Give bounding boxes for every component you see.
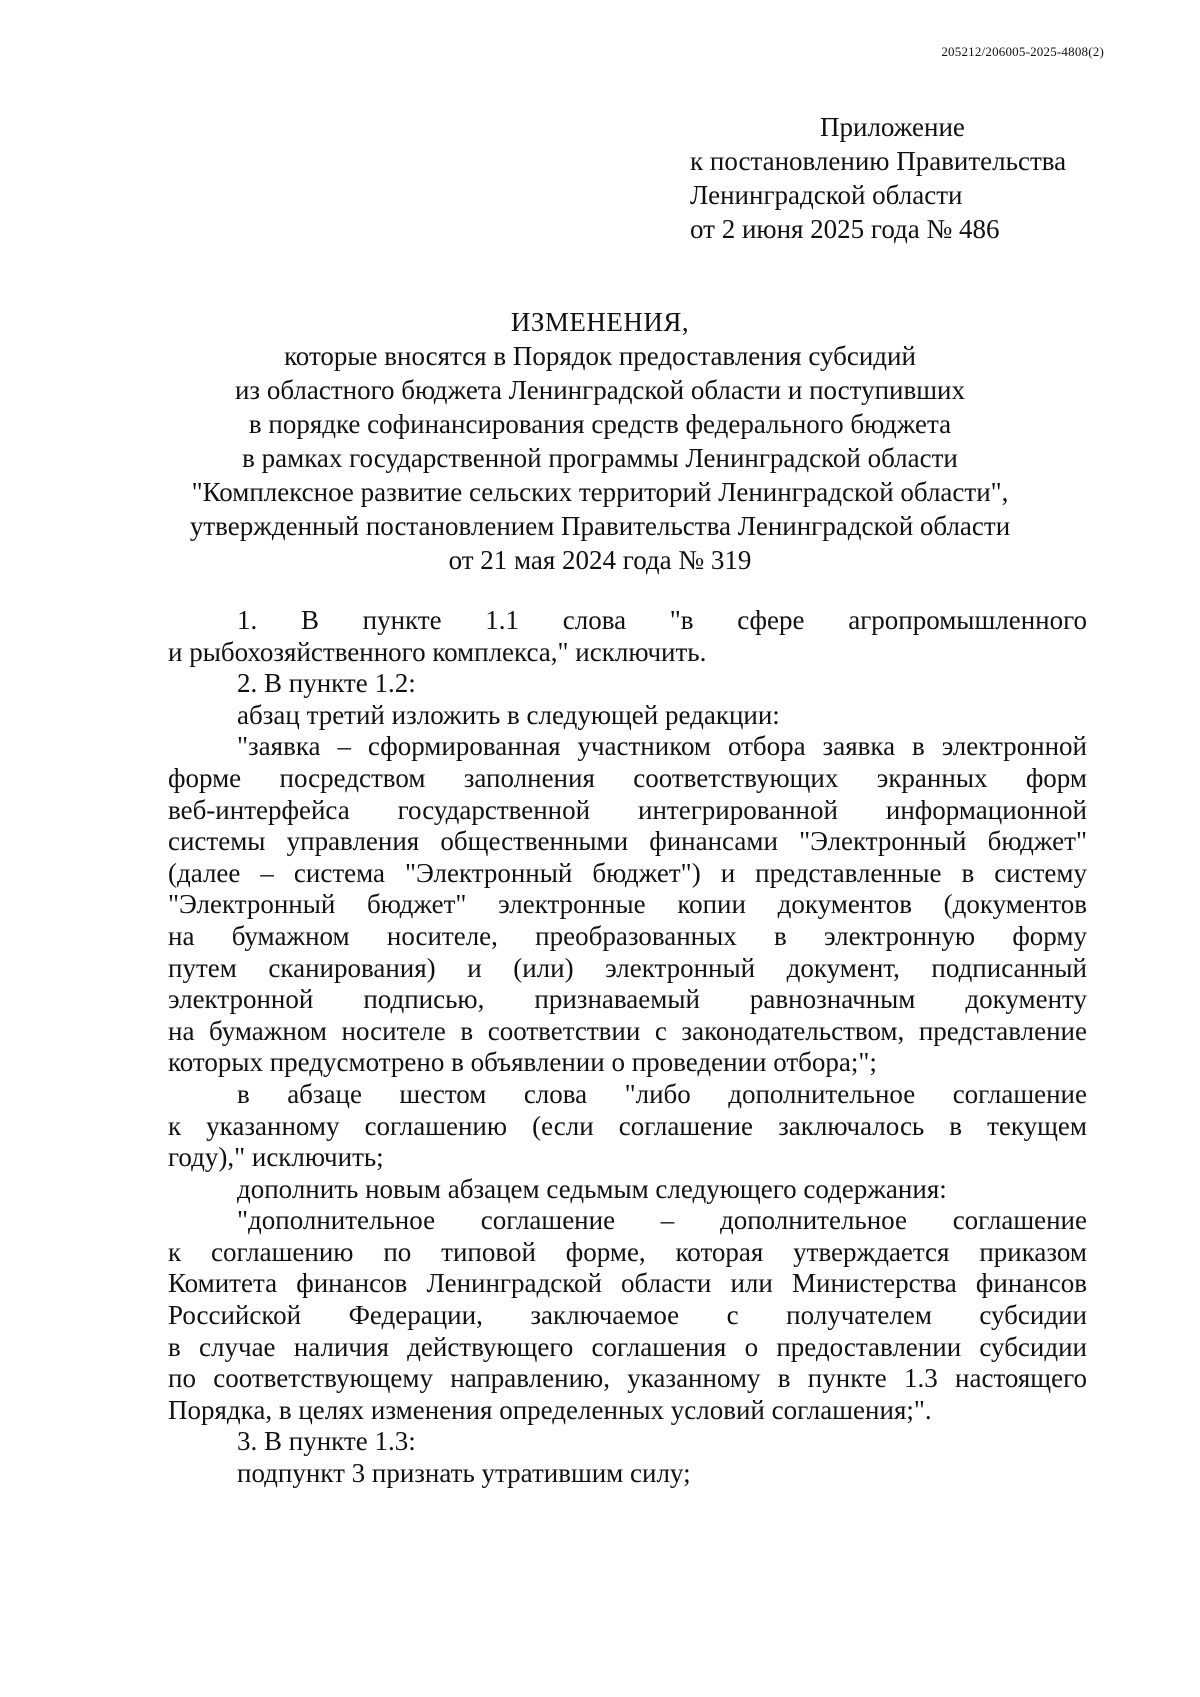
paragraph-line: "дополнительное соглашение – дополнительное соглашение bbox=[237, 1205, 1087, 1236]
paragraph-line: 1. В пункте 1.1 слова "в сфере агропромышленного bbox=[237, 605, 1087, 635]
paragraph-line: в абзаце шестом слова "либо дополнительное соглашение bbox=[237, 1078, 1087, 1109]
paragraph-line: которых предусмотрено в объявлении о проведении отбора;"; bbox=[168, 1047, 877, 1078]
appendix-line: Ленинградской области bbox=[690, 180, 963, 210]
paragraph-line: 3. В пункте 1.3: bbox=[237, 1426, 416, 1457]
paragraph-line: путем сканирования) и (или) электронный документ, подписанный bbox=[168, 952, 1087, 983]
appendix-block bbox=[690, 110, 1066, 246]
title-line: в порядке софинансирования средств федерального бюджета bbox=[248, 409, 952, 439]
document-number: 205212/206005-2025-4808(2) bbox=[941, 44, 1104, 59]
title-line: из областного бюджета Ленинградской области и поступивших bbox=[234, 375, 965, 405]
paragraph-line: на бумажном носителе, преобразованных в электронную форму bbox=[168, 920, 1087, 951]
paragraph-line: по соответствующему направлению, указанному в пункте 1.3 настоящего bbox=[168, 1363, 1087, 1394]
paragraph-line: к указанному соглашению (если соглашение заключалось в текущем bbox=[168, 1110, 1087, 1141]
paragraph-line: абзац третий изложить в следующей редакции: bbox=[237, 699, 780, 730]
title-line: "Комплексное развитие сельских территорий Ленинградской области", bbox=[191, 477, 1009, 507]
paragraph-line: "заявка – сформированная участником отбора заявка в электронной bbox=[237, 731, 1087, 762]
paragraph-line: форме посредством заполнения соответствующих экранных форм bbox=[168, 762, 1087, 793]
document-heading: ИЗМЕНЕНИЯ, bbox=[510, 307, 690, 337]
paragraph-line: на бумажном носителе в соответствии с законодательством, представление bbox=[168, 1015, 1087, 1046]
title-line: от 21 мая 2024 года № 319 bbox=[448, 545, 752, 575]
paragraph-line: к соглашению по типовой форме, которая утверждается приказом bbox=[168, 1236, 1087, 1267]
paragraph-line: веб-интерфейса государственной интегрированной информационной bbox=[168, 794, 1087, 825]
paragraph-line: в случае наличия действующего соглашения о предоставлении субсидии bbox=[168, 1331, 1087, 1362]
paragraph-line: дополнить новым абзацем седьмым следующего содержания: bbox=[237, 1173, 947, 1204]
paragraph-line: 2. В пункте 1.2: bbox=[237, 668, 416, 699]
appendix-line: к постановлению Правительства bbox=[690, 146, 1067, 176]
document-title-block bbox=[130, 305, 1070, 577]
appendix-date-line: от 2 июня 2025 года № 486 bbox=[690, 214, 1000, 244]
paragraph-line: "Электронный бюджет" электронные копии документов (документов bbox=[168, 889, 1087, 920]
title-line: утвержденный постановлением Правительства Ленинградской области bbox=[189, 511, 1011, 541]
paragraph-line: подпункт 3 признать утратившим силу; bbox=[237, 1458, 691, 1489]
title-line: которые вносятся в Порядок предоставления субсидий bbox=[284, 341, 916, 371]
paragraph-line: системы управления общественными финансами "Электронный бюджет" bbox=[168, 826, 1087, 857]
paragraph-line: Порядка, в целях изменения определенных условий соглашения;". bbox=[168, 1394, 932, 1425]
appendix-title: Приложение bbox=[820, 112, 965, 142]
paragraph-line: Российской Федерации, заключаемое с получателем субсидии bbox=[168, 1300, 1087, 1331]
paragraph-line: году)," исключить; bbox=[168, 1142, 384, 1173]
paragraph-line: Комитета финансов Ленинградской области или Министерства финансов bbox=[168, 1268, 1087, 1299]
paragraph-line: (далее – система "Электронный бюджет") и представленные в систему bbox=[168, 857, 1087, 888]
paragraph-line: и рыбохозяйственного комплекса," исключить. bbox=[168, 636, 707, 667]
title-line: в рамках государственной программы Ленинградской области bbox=[242, 443, 958, 473]
document-body bbox=[168, 605, 1087, 1490]
paragraph-line: электронной подписью, признаваемый равнозначным документу bbox=[168, 984, 1087, 1015]
